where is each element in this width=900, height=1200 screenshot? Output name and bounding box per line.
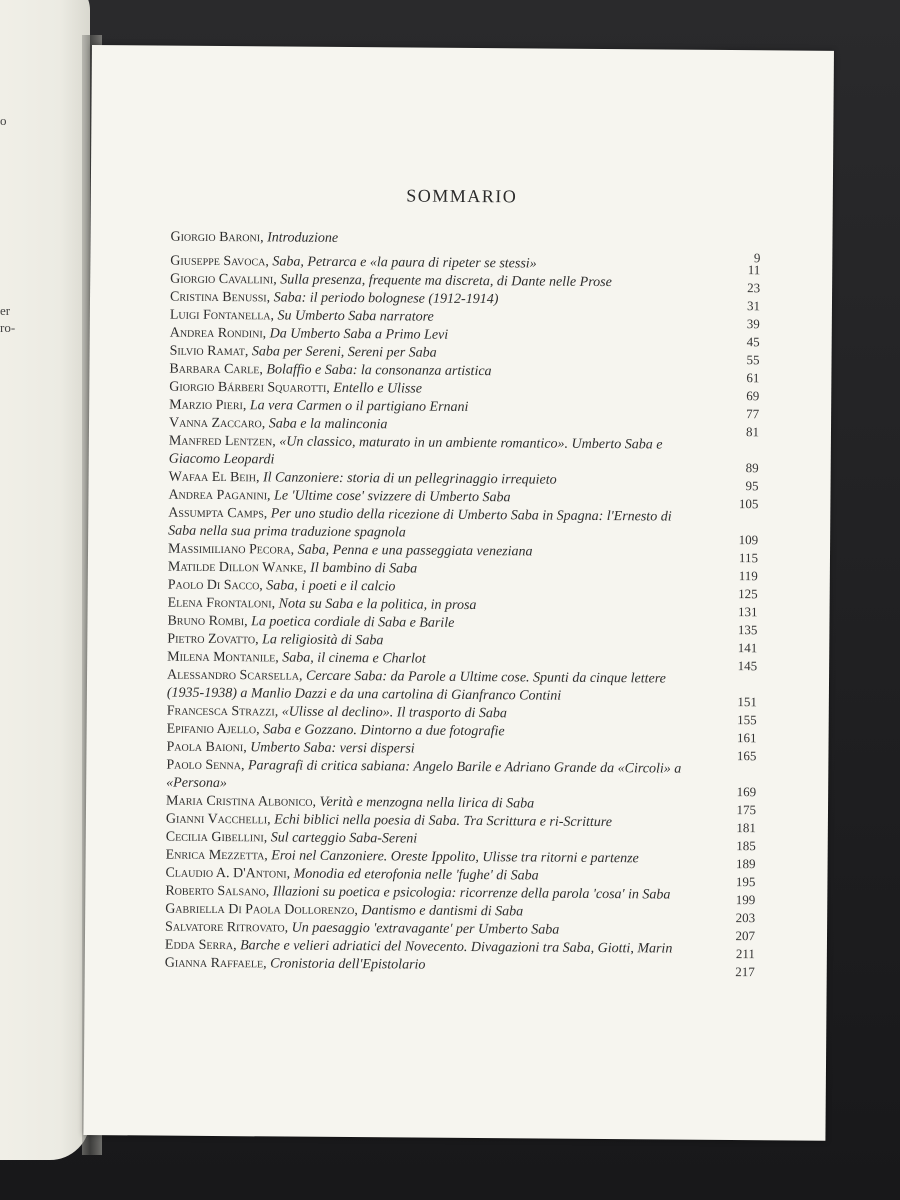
toc-title: Introduzione (267, 230, 339, 246)
toc-title: Saba per Sereni, Sereni per Saba (251, 344, 437, 361)
toc-page-number: 115 (738, 550, 759, 566)
toc-separator: , (265, 254, 273, 270)
toc-author: Gianna Raffaele (164, 955, 264, 972)
toc-separator: , (270, 308, 278, 324)
toc-separator: , (261, 416, 269, 432)
toc-entry (166, 667, 757, 710)
toc-title: Eroi nel Canzoniere. Oreste Ippolito, Ulisse tra ritorni e partenze (271, 848, 639, 867)
toc-author: Salvatore Ritrovato (165, 919, 285, 936)
toc-page-number: 185 (736, 838, 756, 854)
toc-author: Maria Cristina Albonico (166, 793, 313, 810)
toc-separator: , (243, 740, 251, 756)
toc-title: La poetica cordiale di Saba e Barile (251, 614, 455, 631)
toc-separator: , (263, 956, 271, 972)
toc-author: Silvio Ramat (169, 343, 245, 360)
toc-separator: , (255, 632, 263, 648)
toc-entry (166, 757, 757, 800)
toc-separator: , (240, 758, 249, 774)
toc-author: Andrea Rondini (169, 325, 263, 342)
toc-author: Enrica Mezzetta (165, 847, 265, 864)
toc-author: Wafaa El Beih (168, 469, 257, 486)
toc-author: Marzio Pieri (169, 397, 243, 414)
toc-page-number: 45 (746, 334, 760, 350)
toc-page-number: 141 (737, 640, 758, 656)
toc-separator: , (303, 560, 311, 576)
left-page-fragment: ro- (0, 320, 16, 335)
toc-page-number: 199 (735, 892, 756, 908)
toc-title: Saba: il periodo bolognese (1912-1914) (273, 290, 499, 308)
toc-separator: , (275, 650, 283, 666)
toc-page-number: 165 (736, 748, 757, 764)
toc-author: Giorgio Bárberi Squarotti (169, 379, 327, 396)
toc-separator: , (242, 398, 250, 414)
toc-title: Umberto Saba: versi dispersi (250, 740, 415, 757)
toc-title: Nota su Saba e la politica, in prosa (278, 596, 477, 614)
toc-author: Andrea Paganini (168, 487, 268, 504)
toc-title: Entello e Ulisse (333, 380, 423, 397)
toc-page-number: 39 (746, 316, 760, 332)
toc-separator: , (274, 704, 282, 720)
toc-separator: , (267, 812, 275, 828)
toc-page-number: 61 (746, 370, 760, 386)
toc-title: Su Umberto Saba narratore (277, 308, 434, 325)
toc-title: Saba, i poeti e il calcio (266, 578, 396, 595)
right-page (83, 45, 834, 1141)
toc-page-number: 135 (737, 622, 758, 638)
toc-author: Matilde Dillon Wanke (167, 559, 304, 576)
toc-separator: , (264, 848, 272, 864)
toc-page-number: 131 (738, 604, 758, 620)
toc-author: Edda Serra (164, 937, 234, 954)
toc-title: Saba e la malinconia (268, 416, 388, 433)
toc-page-number: 211 (735, 946, 755, 962)
toc-author: Luigi Fontanella (169, 307, 271, 324)
toc-title: Cronistoria dell'Epistolario (270, 956, 426, 973)
toc-page-number: 105 (738, 496, 759, 512)
toc-author: Paola Baioni (166, 739, 244, 756)
toc-page-number: 189 (736, 856, 756, 872)
toc-entry-text (169, 433, 739, 473)
toc-author: Giorgio Baroni (170, 229, 261, 246)
toc-author: Giuseppe Savoca (170, 253, 266, 270)
left-page (0, 0, 90, 1160)
toc-title: La vera Carmen o il partigiano Ernani (249, 398, 469, 415)
toc-author: Claudio A. D'Antoni (165, 865, 287, 882)
toc-separator: , (262, 326, 270, 342)
toc-separator: , (354, 903, 362, 919)
toc-page-number: 169 (736, 784, 757, 800)
toc-page-number: 207 (735, 928, 756, 944)
toc-page-number: 95 (745, 478, 759, 494)
toc-separator: , (244, 614, 252, 630)
toc-title: Un paesaggio 'extravagante' per Umberto Saba (291, 920, 560, 938)
toc-entry (168, 505, 759, 548)
toc-page-number: 161 (737, 730, 757, 746)
toc-author: Bruno Rombi (167, 613, 245, 630)
toc-separator: , (263, 830, 271, 846)
toc-page-number: 155 (737, 712, 757, 728)
toc-separator: , (271, 596, 279, 612)
toc-entry-text (165, 955, 735, 977)
toc-title: Monodia ed eterofonia nelle 'fughe' di Saba (293, 866, 539, 884)
toc-author: Francesca Strazzi (166, 703, 275, 720)
toc-title: Echi biblici nella poesia di Saba. Tra Scrittura e ri-Scritture (274, 812, 612, 831)
toc-author: Paolo Di Sacco (167, 577, 260, 594)
toc-title: Barche e velieri adriatici del Novecento. Divagazioni tra Saba, Giotti, Marin (240, 938, 673, 957)
toc-page-number: 81 (745, 424, 760, 440)
toc-separator: , (267, 488, 275, 504)
page-title: SOMMARIO (406, 185, 518, 207)
toc-title: Sulla presenza, frequente ma discreta, di Dante nelle Prose (280, 272, 612, 291)
toc-page-number: 23 (747, 280, 761, 296)
toc-title: Saba, Penna e una passeggiata veneziana (297, 542, 533, 560)
toc-author: Cecilia Gibellini (165, 829, 264, 846)
toc-page-number: 151 (737, 694, 757, 710)
toc-author: Gianni Vacchelli (165, 811, 268, 828)
toc-title: Saba, Petrarca e «la paura di ripeter se stessi» (272, 254, 537, 272)
toc-author: Massimiliano Pecora (167, 541, 291, 558)
toc-author: Epifanio Ajello (166, 721, 257, 738)
toc-separator: , (259, 362, 267, 378)
toc-page-number: 125 (738, 586, 758, 602)
toc-entry-text (168, 505, 738, 545)
toc-title: Cercare Saba: da Parole a Ultime cose. Spunti da cinque lettere (1935-1938) a Manlio Dazzi e da una cartolina di Gianfranco Contini (166, 668, 666, 704)
toc-title: Paragrafi di critica sabiana: Angelo Barile e Adriano Grande da «Circoli» a «Persona» (166, 758, 682, 792)
toc-title: Il bambino di Saba (310, 560, 418, 577)
toc-page-number: 119 (738, 568, 758, 584)
toc-author: Manfred Lentzen (168, 433, 273, 450)
left-page-fragment: o (0, 113, 7, 128)
toc-title: «Un classico, maturato in un ambiente romantico». Umberto Saba e Giacomo Leopardi (168, 434, 663, 468)
toc-separator: , (290, 542, 298, 558)
toc-title: La religiosità di Saba (262, 632, 384, 649)
toc-separator: , (233, 938, 241, 954)
toc-title: Per uno studio della ricezione di Umberto Saba in Spagna: l'Ernesto di Saba nella sua prima traduzione spagnola (168, 506, 672, 541)
toc-separator: , (244, 344, 252, 360)
toc-separator: , (298, 668, 307, 684)
toc-author: Alessandro Scarsella (166, 667, 300, 684)
toc-separator: , (266, 290, 274, 306)
toc-separator: , (272, 434, 280, 450)
toc-page-number: 9 (753, 250, 761, 266)
toc-author: Milena Montanile (167, 649, 276, 666)
toc-title: Da Umberto Saba a Primo Levi (269, 326, 449, 343)
toc-page-number: 31 (746, 298, 761, 314)
toc-entry (168, 433, 759, 476)
toc-separator: , (286, 866, 294, 882)
toc-title: Saba, il cinema e Charlot (282, 650, 426, 667)
toc-title: Bolaffio e Saba: la consonanza artistica (266, 362, 492, 380)
toc-author: Vanna Zaccaro (168, 415, 262, 432)
toc-separator: , (273, 272, 281, 288)
toc-page-number: 195 (735, 874, 756, 890)
toc-page-number: 145 (737, 658, 758, 674)
toc-page-number: 181 (736, 820, 756, 836)
toc-page-number: 217 (735, 964, 755, 980)
toc-author: Cristina Benussi (169, 289, 267, 306)
toc-page-number: 69 (746, 388, 760, 404)
toc-separator: , (256, 722, 264, 738)
toc-title: Illazioni su poetica e psicologia: ricorrenze della parola 'cosa' in Saba (272, 884, 671, 903)
toc-page-number: 11 (747, 262, 761, 278)
toc-author: Pietro Zovatto (167, 631, 256, 648)
toc-separator: , (284, 920, 292, 936)
toc-author: Assumpta Camps (168, 505, 264, 522)
toc-entry-text (166, 757, 736, 797)
toc-separator: , (259, 578, 267, 594)
toc-title: Il Canzoniere: storia di un pellegrinaggio irrequieto (262, 470, 557, 488)
table-of-contents (164, 229, 761, 980)
toc-author: Roberto Salsano (165, 883, 266, 900)
toc-separator: , (265, 884, 273, 900)
toc-entry-text (167, 667, 737, 707)
toc-page-number: 77 (746, 406, 760, 422)
toc-separator: , (326, 380, 334, 396)
toc-page-number: 55 (746, 352, 760, 368)
toc-separator: , (312, 794, 320, 810)
toc-author: Elena Frontaloni (167, 595, 272, 612)
toc-separator: , (255, 470, 264, 486)
toc-page-number: 89 (745, 460, 759, 476)
toc-page-number: 175 (736, 802, 757, 818)
toc-entry (164, 955, 755, 980)
toc-separator: , (263, 506, 271, 522)
toc-page-number: 109 (738, 532, 759, 548)
left-page-fragment: er (0, 303, 11, 318)
toc-author: Barbara Carle (169, 361, 260, 378)
toc-separator: , (260, 230, 268, 246)
toc-title: Saba e Gozzano. Dintorno a due fotografie (263, 722, 505, 740)
toc-author: Paolo Senna (166, 757, 242, 774)
toc-entry-text (170, 229, 740, 251)
toc-title: «Ulisse al declino». Il trasporto di Saba (281, 704, 507, 722)
toc-page-number: 203 (735, 910, 756, 926)
toc-title: Dantismo e dantismi di Saba (361, 903, 524, 920)
toc-author: Giorgio Cavallini (170, 271, 274, 288)
toc-title: Sul carteggio Saba-Sereni (270, 830, 418, 847)
toc-title: Verità e menzogna nella lirica di Saba (319, 794, 535, 812)
toc-author: Gabriella Di Paola Dollorenzo (165, 901, 355, 919)
toc-title: Le 'Ultime cose' svizzere di Umberto Saba (274, 488, 511, 506)
